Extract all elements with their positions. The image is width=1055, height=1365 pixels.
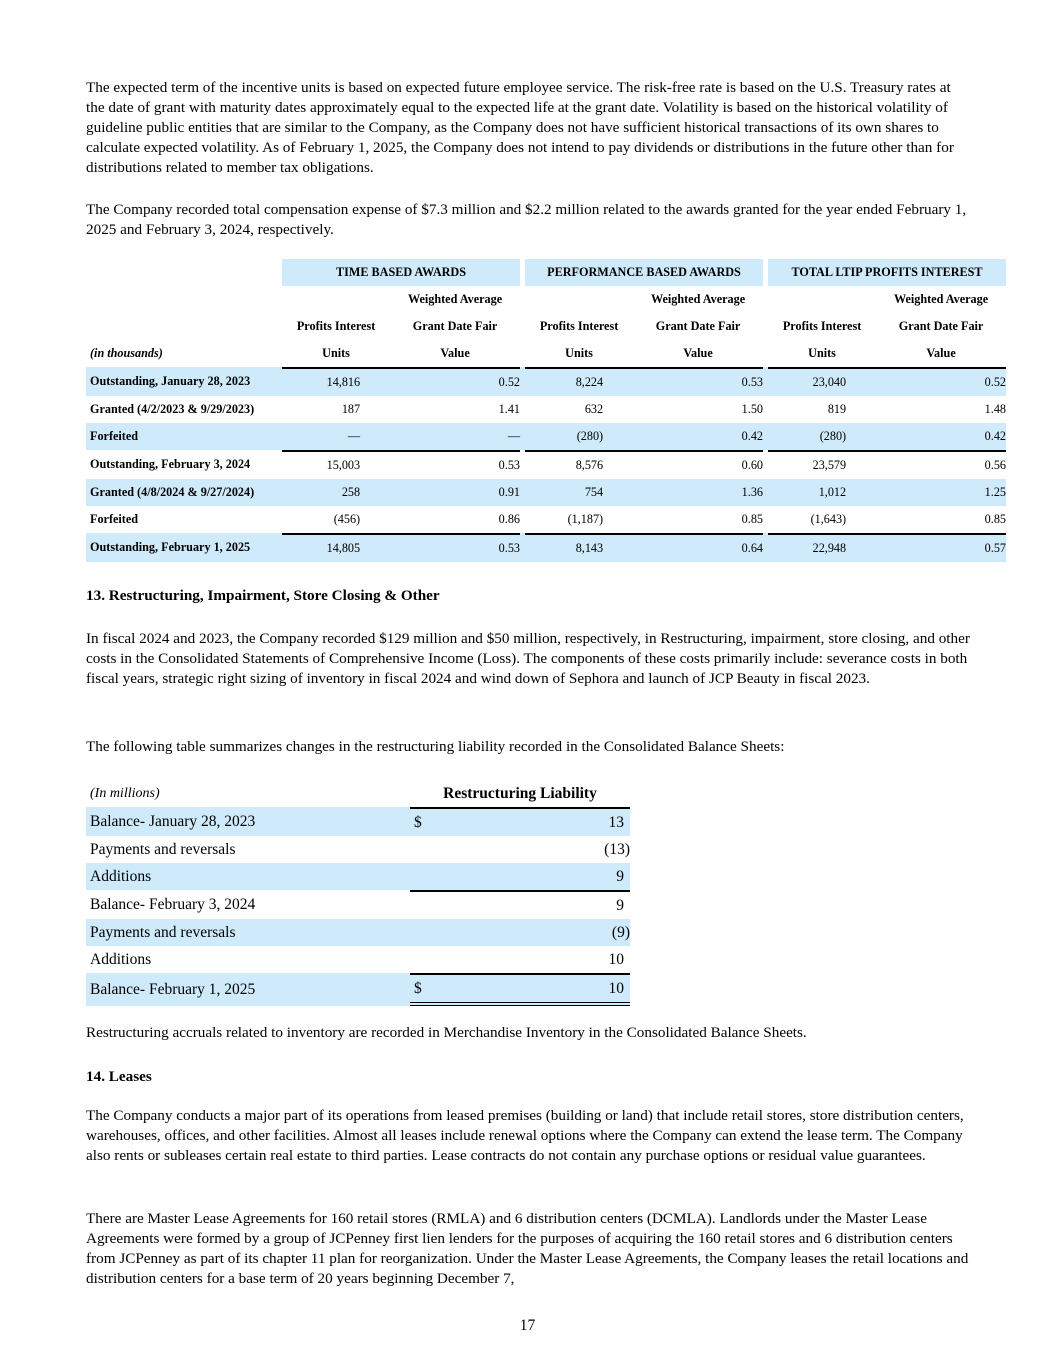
cell-value: 0.52 [390,367,520,396]
col-header-units-line1: Profits Interest [539,319,619,333]
row-value: 10 [608,979,624,997]
group-total-ltip: TOTAL LTIP PROFITS INTEREST [768,259,1006,286]
group-header-row [86,259,1006,286]
cell-units: 187 [341,402,361,416]
paragraph-leases-overview: The Company conducts a major part of its operations from leased premises (building or land) that include retail stores, store distribution centers, warehouses, offices, and other facilities. Almost all leases include renewal options where the Company can extend the lease term. The Company also rents or subleases certain real estate to third parties. Lease contracts do not contain any purchase options or residual value guarantees. [86,1107,964,1164]
row-label: Granted (4/2/2023 & 9/29/2023) [90,402,255,416]
units-label: (in thousands) [90,346,163,360]
table-row [86,479,1006,506]
section-14 [86,1067,971,1087]
cell-value: 1.36 [633,479,763,506]
table-row [86,946,630,973]
cell-units: — [282,423,390,450]
cell-value: 0.57 [876,533,1006,562]
row-label: Additions [90,950,152,968]
paragraph-restructuring-accruals: Restructuring accruals related to inventory are recorded in Merchandise Inventory in the Consolidated Balance Sheets. [86,1024,807,1041]
row-value: 10 [608,950,624,968]
col-header-units-line1: Profits Interest [296,319,376,333]
cell-value: 0.56 [876,450,1006,479]
cell-units: 632 [584,402,604,416]
col-header-value-line3: Value [440,346,470,360]
row-label: Outstanding, January 28, 2023 [86,367,282,396]
cell-units: 819 [827,402,847,416]
table-row [86,367,1006,396]
table-row [86,423,1006,450]
cell-value: 0.85 [984,512,1006,526]
cell-units: (280) [525,423,633,450]
row-value: (13) [604,840,630,858]
cell-units: 23,579 [768,450,876,479]
cell-value: 0.86 [498,512,520,526]
cell-value: 0.91 [390,479,520,506]
col-header-value-line3: Value [926,346,956,360]
cell-value: 0.42 [876,423,1006,450]
col-header-value-line2: Grant Date Fair [898,319,984,333]
row-label: Balance- February 1, 2025 [86,973,410,1006]
row-label: Outstanding, February 3, 2024 [90,457,251,471]
row-label: Balance- February 3, 2024 [90,895,256,913]
table-row [86,890,630,919]
currency-symbol: $ [414,813,422,831]
cell-units: 1,012 [768,479,876,506]
cell-value: 0.85 [741,512,763,526]
group-performance-based: PERFORMANCE BASED AWARDS [525,259,763,286]
units-label: (In millions) [90,785,160,801]
cell-value: 1.41 [498,402,520,416]
row-value: 13 [608,813,624,831]
cell-value: 0.42 [633,423,763,450]
ltip-awards-table [86,259,1006,562]
currency-symbol: $ [414,979,422,997]
cell-value: 1.48 [984,402,1006,416]
table-row [86,450,1006,479]
col-header-value-line2: Grant Date Fair [412,319,498,333]
section-13 [86,586,971,606]
paragraph-table-intro: The following table summarizes changes in the restructuring liability recorded in the Consolidated Balance Sheets: [86,738,785,755]
row-value: 9 [616,867,624,885]
cell-value: 1.25 [876,479,1006,506]
table-row [86,533,1006,562]
restructuring-liability-table [86,780,630,1006]
cell-units: 258 [282,479,390,506]
col-header-value-line1: Weighted Average [407,292,503,306]
col-header-units-line2: Units [808,346,836,360]
row-label: Forfeited [86,423,282,450]
cell-units: 8,143 [525,533,633,562]
cell-units: 15,003 [282,450,390,479]
col-header-units-line1: Profits Interest [782,319,862,333]
page-number: 17 [519,1317,536,1334]
table-row [86,396,1006,423]
table-row [86,919,630,946]
row-value: (9) [611,923,630,941]
section-13-heading: 13. Restructuring, Impairment, Store Closing & Other [86,587,440,604]
cell-units: (1,187) [567,512,604,526]
cell-units: (280) [768,423,876,450]
col-header-value-line3: Value [683,346,713,360]
row-label: Payments and reversals [86,919,410,946]
cell-units: (456) [333,512,361,526]
table-row [86,506,1006,533]
row-label: Granted (4/8/2024 & 9/27/2024) [86,479,282,506]
table-row [86,807,630,836]
cell-value: 0.53 [390,450,520,479]
cell-value: — [390,423,520,450]
compensation-section [86,200,971,240]
cell-units: 14,805 [282,533,390,562]
cell-units: 754 [525,479,633,506]
col-header-value-line2: Grant Date Fair [655,319,741,333]
row-label: Payments and reversals [90,840,236,858]
cell-units: 8,576 [525,450,633,479]
cell-value: 1.50 [741,402,763,416]
paragraph-expected-term: The expected term of the incentive units is based on expected future employee service. The risk-free rate is based on the U.S. Treasury rates at the date of grant with maturity dates approximately equal to the expected life at the grant date. Volatility is based on the historical volatility of guideline public entities that are similar to the Company, as the Company does not have sufficient historical transactions of its own shares to calculate expected volatility. As of February 1, 2025, the Company does not intend to pay dividends or distributions in the future other than for distributions related to member tax obligations. [86,79,954,176]
group-time-based: TIME BASED AWARDS [282,259,520,286]
cell-value: 0.64 [633,533,763,562]
cell-value: 0.60 [633,450,763,479]
cell-units: 8,224 [525,367,633,396]
cell-value: 0.53 [390,533,520,562]
section-14-heading: 14. Leases [86,1068,152,1085]
cell-units: 22,948 [768,533,876,562]
col-header-value-line1: Weighted Average [893,292,989,306]
row-label: Additions [86,863,410,890]
paragraph-restructuring-costs: In fiscal 2024 and 2023, the Company recorded $129 million and $50 million, respectively, in Restructuring, impairment, store closing, and other costs in the Consolidated Statements of Comprehensive Income (Loss). The components of these costs primarily include: severance costs in both fiscal years, strategic right sizing of inventory in fiscal 2024 and wind down of Sephora and launch of JCP Beauty in fiscal 2023. [86,630,970,687]
paragraph-master-lease-agreements: There are Master Lease Agreements for 160 retail stores (RMLA) and 6 distribution centers (DCMLA). Landlords under the Master Lease Agreements were formed by a group of JCPenney first lien lenders for the purposes of acquiring the 160 retail stores and 6 distribution centers from JCPenney as part of its chapter 11 plan for reorganization. Under the Master Lease Agreements, the Company leases the retail locations and distribution centers for a base term of 20 years beginning December 7, [86,1210,969,1287]
paragraph-compensation-expense: The Company recorded total compensation expense of $7.3 million and $2.2 million related to the awards granted for the year ended February 1, 2025 and February 3, 2024, respectively. [86,201,967,238]
col-header-units-line2: Units [565,346,593,360]
col-header-units-line2: Units [322,346,350,360]
cell-value: 0.53 [633,367,763,396]
intro-section [86,78,971,178]
row-label: Balance- January 28, 2023 [86,807,410,836]
table-row [86,973,630,1006]
row-value: 9 [616,896,624,914]
row-label: Forfeited [90,512,139,526]
cell-units: 14,816 [282,367,390,396]
table-row [86,863,630,890]
cell-units: 23,040 [768,367,876,396]
col-header-restructuring-liability: Restructuring Liability [443,784,597,802]
row-label: Outstanding, February 1, 2025 [86,533,282,562]
col-header-value-line1: Weighted Average [650,292,746,306]
table-row [86,836,630,863]
cell-value: 0.52 [876,367,1006,396]
cell-units: (1,643) [810,512,847,526]
